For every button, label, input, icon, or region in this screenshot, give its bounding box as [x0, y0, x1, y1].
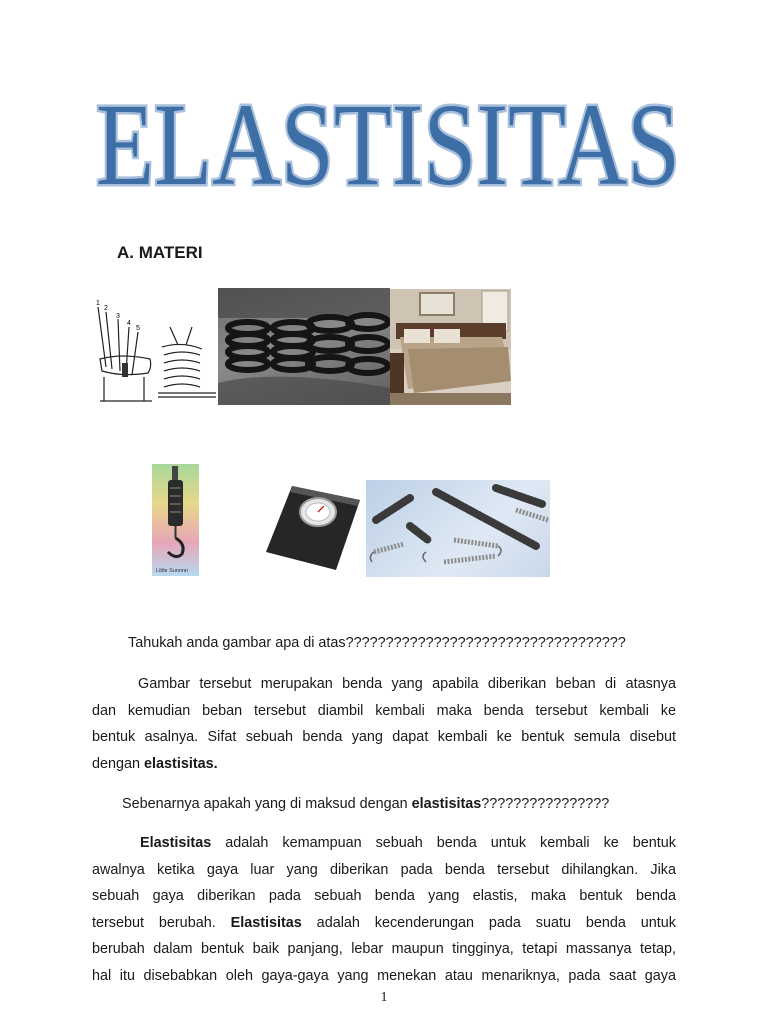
title-shadow: ELASTISITAS — [96, 79, 680, 196]
p2-line-4 — [92, 910, 676, 937]
p1-line-4-bold: elastisitas. — [144, 755, 218, 772]
p1-line-3: bentuk asalnya. Sifat sebuah benda yang dapat kembali ke bentuk semula disebut — [92, 729, 676, 745]
p2-line-3: sebuah gaya diberikan pada sebuah benda yang elastis, maka bentuk benda — [92, 888, 676, 904]
p2-line-6: hal itu disebabkan oleh gaya-gaya yang menekan atau menariknya, pada saat gaya — [92, 967, 676, 984]
bed-photo — [390, 289, 511, 405]
q2-pre: Sebenarnya apakah yang di maksud dengan — [122, 796, 412, 812]
diagram-label-4: 4 — [127, 320, 131, 327]
p2-line-1-text: adalah kemampuan sebuah benda untuk kembali ke bentuk — [211, 835, 676, 851]
question-2 — [92, 791, 676, 818]
bathroom-scale-photo — [262, 478, 362, 576]
diagram-label-1: 1 — [96, 300, 100, 307]
spring-diagram-image — [92, 297, 218, 405]
diagram-label-5: 5 — [136, 325, 140, 332]
question-text: Tahukah anda gambar apa di atas??????????????????????????????????? — [128, 635, 626, 651]
title-text: ELASTISITAS — [96, 79, 680, 196]
q2-post: ???????????????? — [481, 796, 610, 812]
p2-line-4-pre: tersebut berubah. — [92, 914, 231, 931]
q2-line — [92, 791, 676, 818]
p2-line-4-bold: Elastisitas — [230, 914, 302, 931]
paragraph-1 — [92, 671, 676, 777]
p1-line-1: Gambar tersebut merupakan benda yang apabila diberikan beban di atasnya — [138, 676, 676, 692]
section-heading: A. MATERI — [117, 243, 203, 262]
p2-line-5: berubah dalam bentuk baik panjang, lebar maupun tingginya, tetapi massanya tetap, — [92, 941, 676, 957]
q2-bold: elastisitas — [411, 796, 482, 812]
coil-springs-photo — [218, 288, 390, 405]
p1-line-4-text: dengan — [92, 755, 145, 772]
p2-line-1-bold: Elastisitas — [140, 835, 212, 851]
diagram-label-3: 3 — [116, 313, 120, 320]
page-number: 1 — [380, 990, 388, 1005]
p2-line-4-text: adalah kecenderungan pada suatu benda untuk — [301, 914, 676, 931]
diagram-label-2: 2 — [104, 305, 108, 312]
spring-scale-image — [152, 464, 199, 576]
question-line — [92, 630, 676, 657]
p1-line-4 — [92, 751, 676, 778]
document-title — [92, 78, 684, 196]
tension-springs-photo — [366, 480, 550, 577]
p2-line-1 — [92, 830, 676, 857]
scale-caption: Little Sunnnn — [156, 568, 189, 574]
p1-line-2: dan kemudian beban tersebut diambil kembali maka benda tersebut kembali ke — [92, 702, 676, 719]
paragraph-2 — [92, 830, 676, 989]
p2-line-2: awalnya ketika gaya luar yang diberikan pada benda tersebut dihilangkan. Jika — [92, 861, 676, 878]
